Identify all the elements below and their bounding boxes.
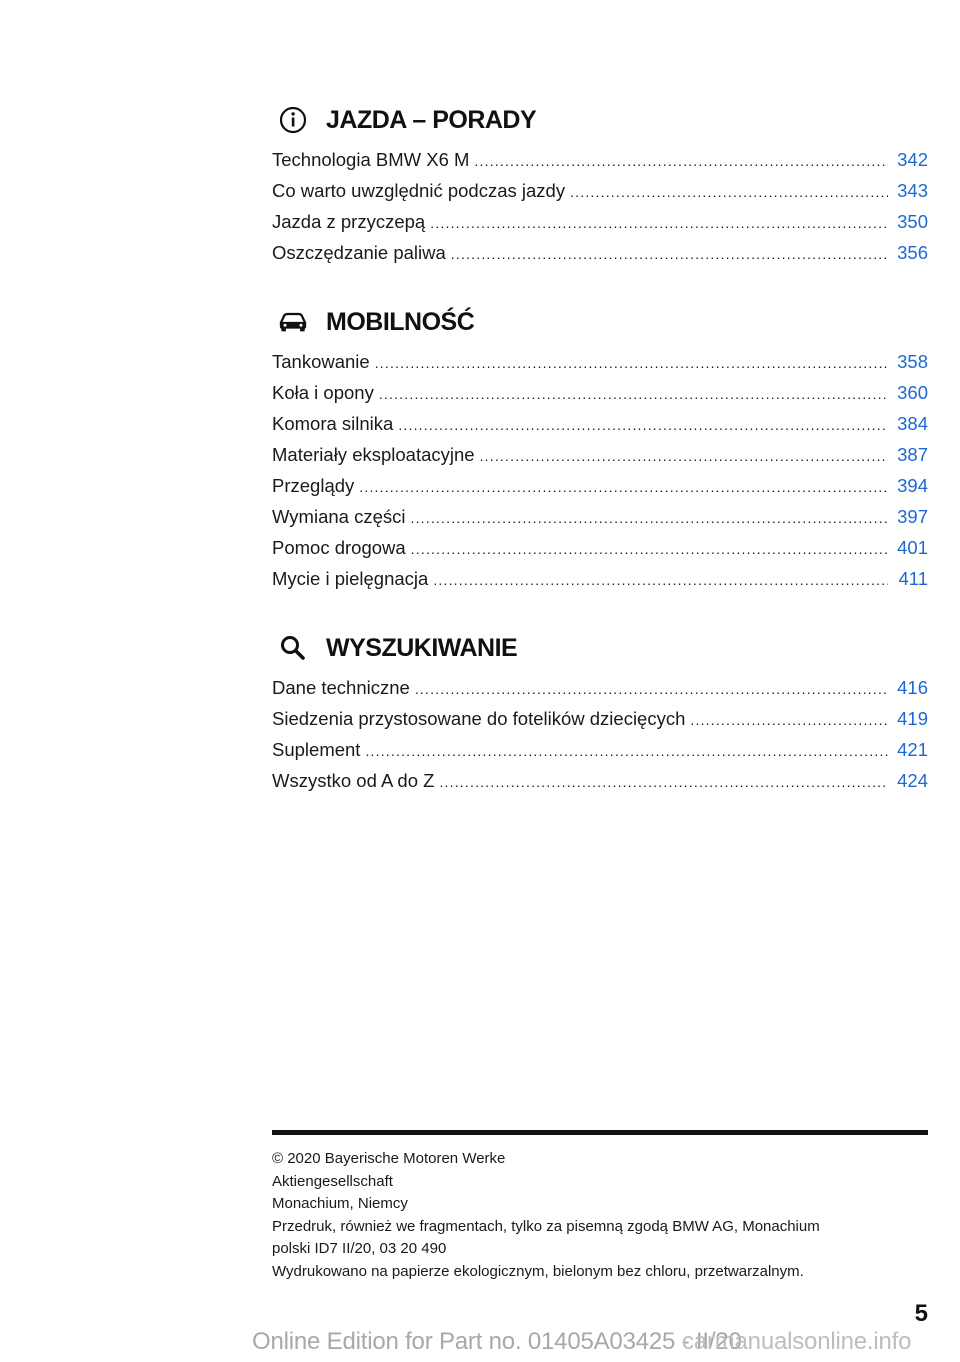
footer-divider	[272, 1130, 928, 1135]
imprint-edition: polski ID7 II/20, 03 20 490	[272, 1240, 447, 1257]
toc-page-link[interactable]: 350	[897, 211, 928, 232]
toc-entry-label: Tankowanie	[272, 351, 370, 372]
toc-entry[interactable]	[272, 206, 928, 237]
dot-leader	[451, 239, 888, 270]
toc-page-link[interactable]: 424	[897, 770, 928, 791]
toc-entry-label: Mycie i pielęgnacja	[272, 568, 429, 589]
section-heading	[272, 100, 928, 140]
toc-page-link[interactable]: 394	[897, 475, 928, 496]
search-icon	[278, 633, 308, 663]
toc-page-link[interactable]: 416	[897, 677, 928, 698]
toc-entry-label: Technologia BMW X6 M	[272, 149, 470, 170]
watermark-site: carmanualsonline.info	[682, 1328, 912, 1355]
imprint-reprint-notice: Przedruk, również we fragmentach, tylko za pisemną zgodą BMW AG, Monachium	[272, 1217, 820, 1235]
toc-entry[interactable]	[272, 765, 928, 796]
dot-leader	[439, 767, 888, 798]
dot-leader	[474, 146, 888, 177]
dot-leader	[365, 736, 888, 767]
toc-entry[interactable]	[272, 144, 928, 175]
toc-section-driving-tips	[272, 100, 928, 268]
dot-leader	[433, 565, 888, 596]
toc-entry-label: Siedzenia przystosowane do fotelików dziecięcych	[272, 708, 686, 729]
toc-entry[interactable]	[272, 346, 928, 377]
watermark-edition: Online Edition for Part no. 01405A03425 - II/20	[252, 1328, 742, 1355]
dot-leader	[410, 503, 888, 534]
toc-entry-label: Suplement	[272, 739, 361, 760]
toc-page-link[interactable]: 358	[897, 351, 928, 372]
page-number: 5	[914, 1300, 928, 1327]
toc-entry-label: Wszystko od A do Z	[272, 770, 435, 791]
toc-page-link[interactable]: 384	[897, 413, 928, 434]
toc-page-link[interactable]: 401	[897, 537, 928, 558]
dot-leader	[430, 208, 888, 239]
section-heading	[272, 302, 928, 342]
dot-leader	[398, 410, 888, 441]
toc-entry[interactable]	[272, 703, 928, 734]
toc-page-link[interactable]: 343	[897, 180, 928, 201]
toc-entry[interactable]	[272, 672, 928, 703]
toc-entry[interactable]	[272, 175, 928, 206]
section-title: MOBILNOŚĆ	[326, 307, 475, 336]
toc-page-link[interactable]: 342	[897, 149, 928, 170]
dot-leader	[570, 177, 888, 208]
toc-entry-label: Jazda z przyczepą	[272, 211, 426, 232]
toc-entry[interactable]	[272, 470, 928, 501]
toc-page-link[interactable]: 387	[897, 444, 928, 465]
toc-entry[interactable]	[272, 237, 928, 268]
toc-entry-label: Komora silnika	[272, 413, 394, 434]
imprint-city: Monachium, Niemcy	[272, 1195, 408, 1212]
imprint-paper-notice: Wydrukowano na papierze ekologicznym, bielonym bez chloru, przetwarzalnym.	[272, 1262, 804, 1280]
imprint-block	[272, 1148, 928, 1283]
section-title: JAZDA – PORADY	[326, 105, 537, 134]
toc-page-link[interactable]: 397	[897, 506, 928, 527]
toc-entry[interactable]	[272, 501, 928, 532]
dot-leader	[415, 674, 888, 705]
toc-page-link[interactable]: 411	[898, 568, 928, 589]
dot-leader	[480, 441, 888, 472]
dot-leader	[375, 348, 888, 379]
info-icon	[278, 105, 308, 135]
toc-entry-label: Pomoc drogowa	[272, 537, 406, 558]
toc-page-link[interactable]: 360	[897, 382, 928, 403]
toc-entry[interactable]	[272, 439, 928, 470]
dot-leader	[359, 472, 888, 503]
toc-page-link[interactable]: 419	[897, 708, 928, 729]
toc-entry[interactable]	[272, 563, 928, 594]
toc-section-mobility	[272, 302, 928, 594]
dot-leader	[379, 379, 888, 410]
watermark	[252, 1328, 952, 1356]
dot-leader	[411, 534, 888, 565]
toc-entry[interactable]	[272, 532, 928, 563]
toc-entry-label: Przeglądy	[272, 475, 355, 496]
toc-entry[interactable]	[272, 734, 928, 765]
toc-entry-label: Co warto uwzględnić podczas jazdy	[272, 180, 566, 201]
toc-entry-label: Koła i opony	[272, 382, 374, 403]
imprint-company: Aktiengesellschaft	[272, 1172, 393, 1190]
toc-entry-label: Materiały eksploatacyjne	[272, 444, 475, 465]
toc-page-link[interactable]: 356	[897, 242, 928, 263]
dot-leader	[690, 705, 888, 736]
toc-page-link[interactable]: 421	[897, 739, 928, 760]
imprint-copyright: © 2020 Bayerische Motoren Werke	[272, 1150, 506, 1167]
table-of-contents	[272, 100, 928, 830]
toc-entry-label: Dane techniczne	[272, 677, 410, 698]
section-heading	[272, 628, 928, 668]
toc-section-search	[272, 628, 928, 796]
toc-entry-label: Oszczędzanie paliwa	[272, 242, 446, 263]
toc-entry[interactable]	[272, 377, 928, 408]
section-title: WYSZUKIWANIE	[326, 633, 518, 662]
toc-entry-label: Wymiana części	[272, 506, 406, 527]
toc-entry[interactable]	[272, 408, 928, 439]
car-icon	[278, 307, 308, 337]
